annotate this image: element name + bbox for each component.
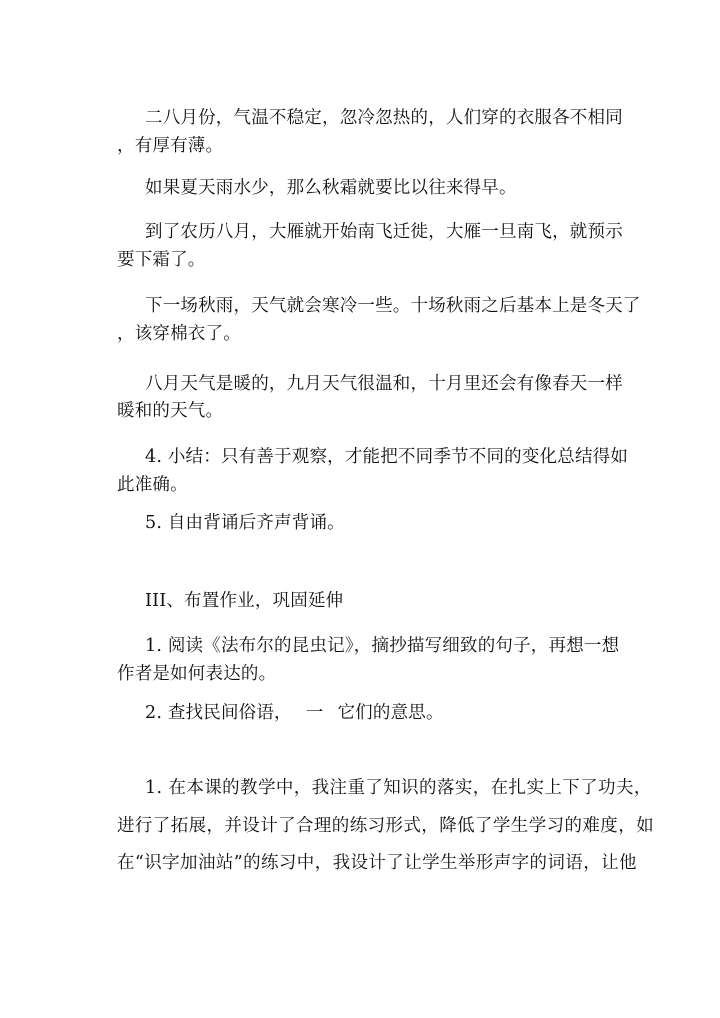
reflection-line-1: 1. 在本课的教学中，我注重了知识的落实，在扎实上下了功夫， xyxy=(145,778,652,798)
paragraph-3-line-2: 要下霜了。 xyxy=(117,250,206,270)
section-heading: III、布置作业，巩固延伸 xyxy=(145,591,344,611)
homework-2-part-2: 一 xyxy=(305,703,324,723)
paragraph-5-line-1: 八月天气是暖的，九月天气很温和，十月里还会有像春天一样 xyxy=(145,374,623,394)
homework-2-part-3: 它们的意思。 xyxy=(337,703,444,723)
homework-2-part-1: 2. 查找民间俗语， xyxy=(145,703,292,723)
paragraph-1-line-2: ，有厚有薄。 xyxy=(117,136,224,156)
paragraph-3-line-1: 到了农历八月，大雁就开始南飞迁徙，大雁一旦南飞，就预示 xyxy=(145,222,623,242)
paragraph-5-line-2: 暖和的天气。 xyxy=(117,401,224,421)
paragraph-7-line-1: 5. 自由背诵后齐声背诵。 xyxy=(145,513,345,533)
paragraph-6-line-2: 此准确。 xyxy=(117,475,188,495)
paragraph-4-line-2: ，该穿棉衣了。 xyxy=(117,324,241,344)
reflection-line-3: 在“识字加油站”的练习中，我设计了让学生举形声字的词语，让他 xyxy=(117,853,637,873)
reflection-line-2: 进行了拓展，并设计了合理的练习形式，降低了学生学习的难度，如 xyxy=(117,816,654,836)
paragraph-6-line-1: 4. 小结：只有善于观察，才能把不同季节不同的变化总结得如 xyxy=(145,447,629,467)
paragraph-1-line-1: 二八月份，气温不稳定，忽冷忽热的，人们穿的衣服各不相同 xyxy=(145,108,623,128)
homework-2-line-1 xyxy=(145,701,444,725)
paragraph-2-line-1: 如果夏天雨水少，那么秋霜就要比以往来得早。 xyxy=(145,178,517,198)
homework-1-line-2: 作者是如何表达的。 xyxy=(117,664,277,684)
homework-1-line-1: 1. 阅读《法布尔的昆虫记》，摘抄描写细致的句子，再想一想 xyxy=(145,636,620,656)
paragraph-4-line-1: 下一场秋雨，天气就会寒冷一些。十场秋雨之后基本上是冬天了 xyxy=(145,296,641,316)
